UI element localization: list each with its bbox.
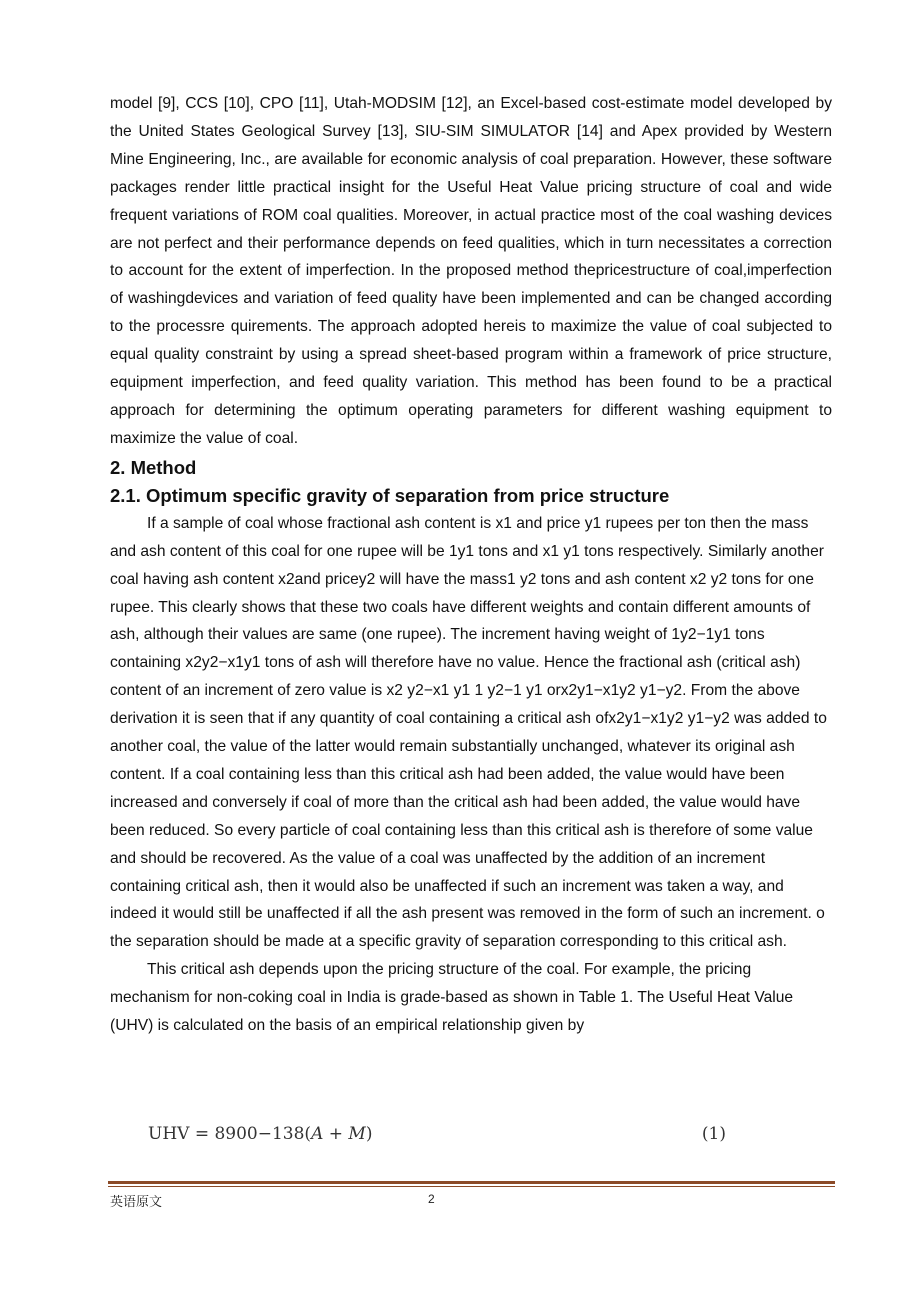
footer-rule-thin: [108, 1186, 835, 1187]
page-number: 2: [428, 1192, 435, 1206]
subsection-heading: 2.1. Optimum specific gravity of separation from price structure: [110, 484, 670, 506]
paragraph-intro-continued: model [9], CCS [10], CPO [11], Utah-MODSIM [12], an Excel-based cost-estimate model developed by the United States Geological Survey [13], SIU-SIM SIMULATOR [14] and Apex provided by Western Mine Engineering, Inc., are available for economic analysis of coal preparation. However, these software packages render little practical insight for the Useful Heat Value pricing structure of coal and wide frequent variations of ROM coal qualities. Moreover, in actual practice most of the coal washing devices are not perfect and their performance depends on feed qualities, which in turn necessitates a correction to account for the extent of imperfection. In the proposed method thepricestructure of coal,imperfection of washingdevices and variation of feed quality have been implemented and can be changed according to the processre quirements. The approach adopted hereis to maximize the value of coal subjected to equal quality constraint by using a spread sheet-based program within a framework of price structure, equipment imperfection, and feed quality variation. This method has been found to be a practical approach for determining the optimum operating parameters for different washing equipment to maximize the value of coal.: [110, 95, 832, 447]
footer-label: 英语原文: [110, 1194, 163, 1209]
equation-lhs: UHV = 8900−138(: [148, 1124, 312, 1144]
footer-rule-thick: [108, 1181, 835, 1184]
equation-expression: [148, 1124, 372, 1144]
equation-number: (1): [701, 1124, 726, 1144]
paragraph-pricing: This critical ash depends upon the pricing structure of the coal. For example, the pricing mechanism for non-coking coal in India is grade-based as shown in Table 1. The Useful Heat Value (UHV) is calculated on the basis of an empirical relationship given by: [110, 961, 794, 1035]
equation-plus: +: [323, 1124, 349, 1144]
equation-var-m: M: [348, 1124, 366, 1144]
equation-close: ): [365, 1124, 373, 1144]
paragraph-critical-ash: If a sample of coal whose fractional ash content is x1 and price y1 rupees per ton then the mass and ash content of this coal for one rupee will be 1y1 tons and x1 y1 tons respectively. Similarly another coal having ash content x2and pricey2 will have the mass1 y2 tons and ash content x2 y2 tons for one rupee. This clearly shows that these two coals have different weights and contain different amounts of ash, although their values are same (one rupee). The increment having weight of 1y2−1y1 tons containing x2y2−x1y1 tons of ash will therefore have no value. Hence the fractional ash (critical ash) content of an increment of zero value is x2 y2−x1 y1 1 y2−1 y1 orx2y1−x1y2 y1−y2. From the above derivation it is seen that if any quantity of coal containing a critical ash ofx2y1−x1y2 y1−y2 was added to another coal, the value of the latter would remain substantially unchanged, whatever its original ash content. If a coal containing less than this critical ash had been added, the value would have been increased and conversely if coal of more than the critical ash had been added, the value would have been reduced. So every particle of coal containing less than this critical ash is therefore of some value and should be recovered. As the value of a coal was unaffected by the addition of an increment containing critical ash, then it would also be unaffected if such an increment was taken a way, and indeed it would still be unaffected if all the ash present was removed in the form of such an increment. o the separation should be made at a specific gravity of separation corresponding to this critical ash.: [110, 514, 827, 951]
section-heading: 2. Method: [110, 456, 197, 478]
equation-uhv: [148, 1122, 726, 1150]
equation-var-a: A: [311, 1124, 324, 1144]
body-text: [110, 90, 832, 1040]
